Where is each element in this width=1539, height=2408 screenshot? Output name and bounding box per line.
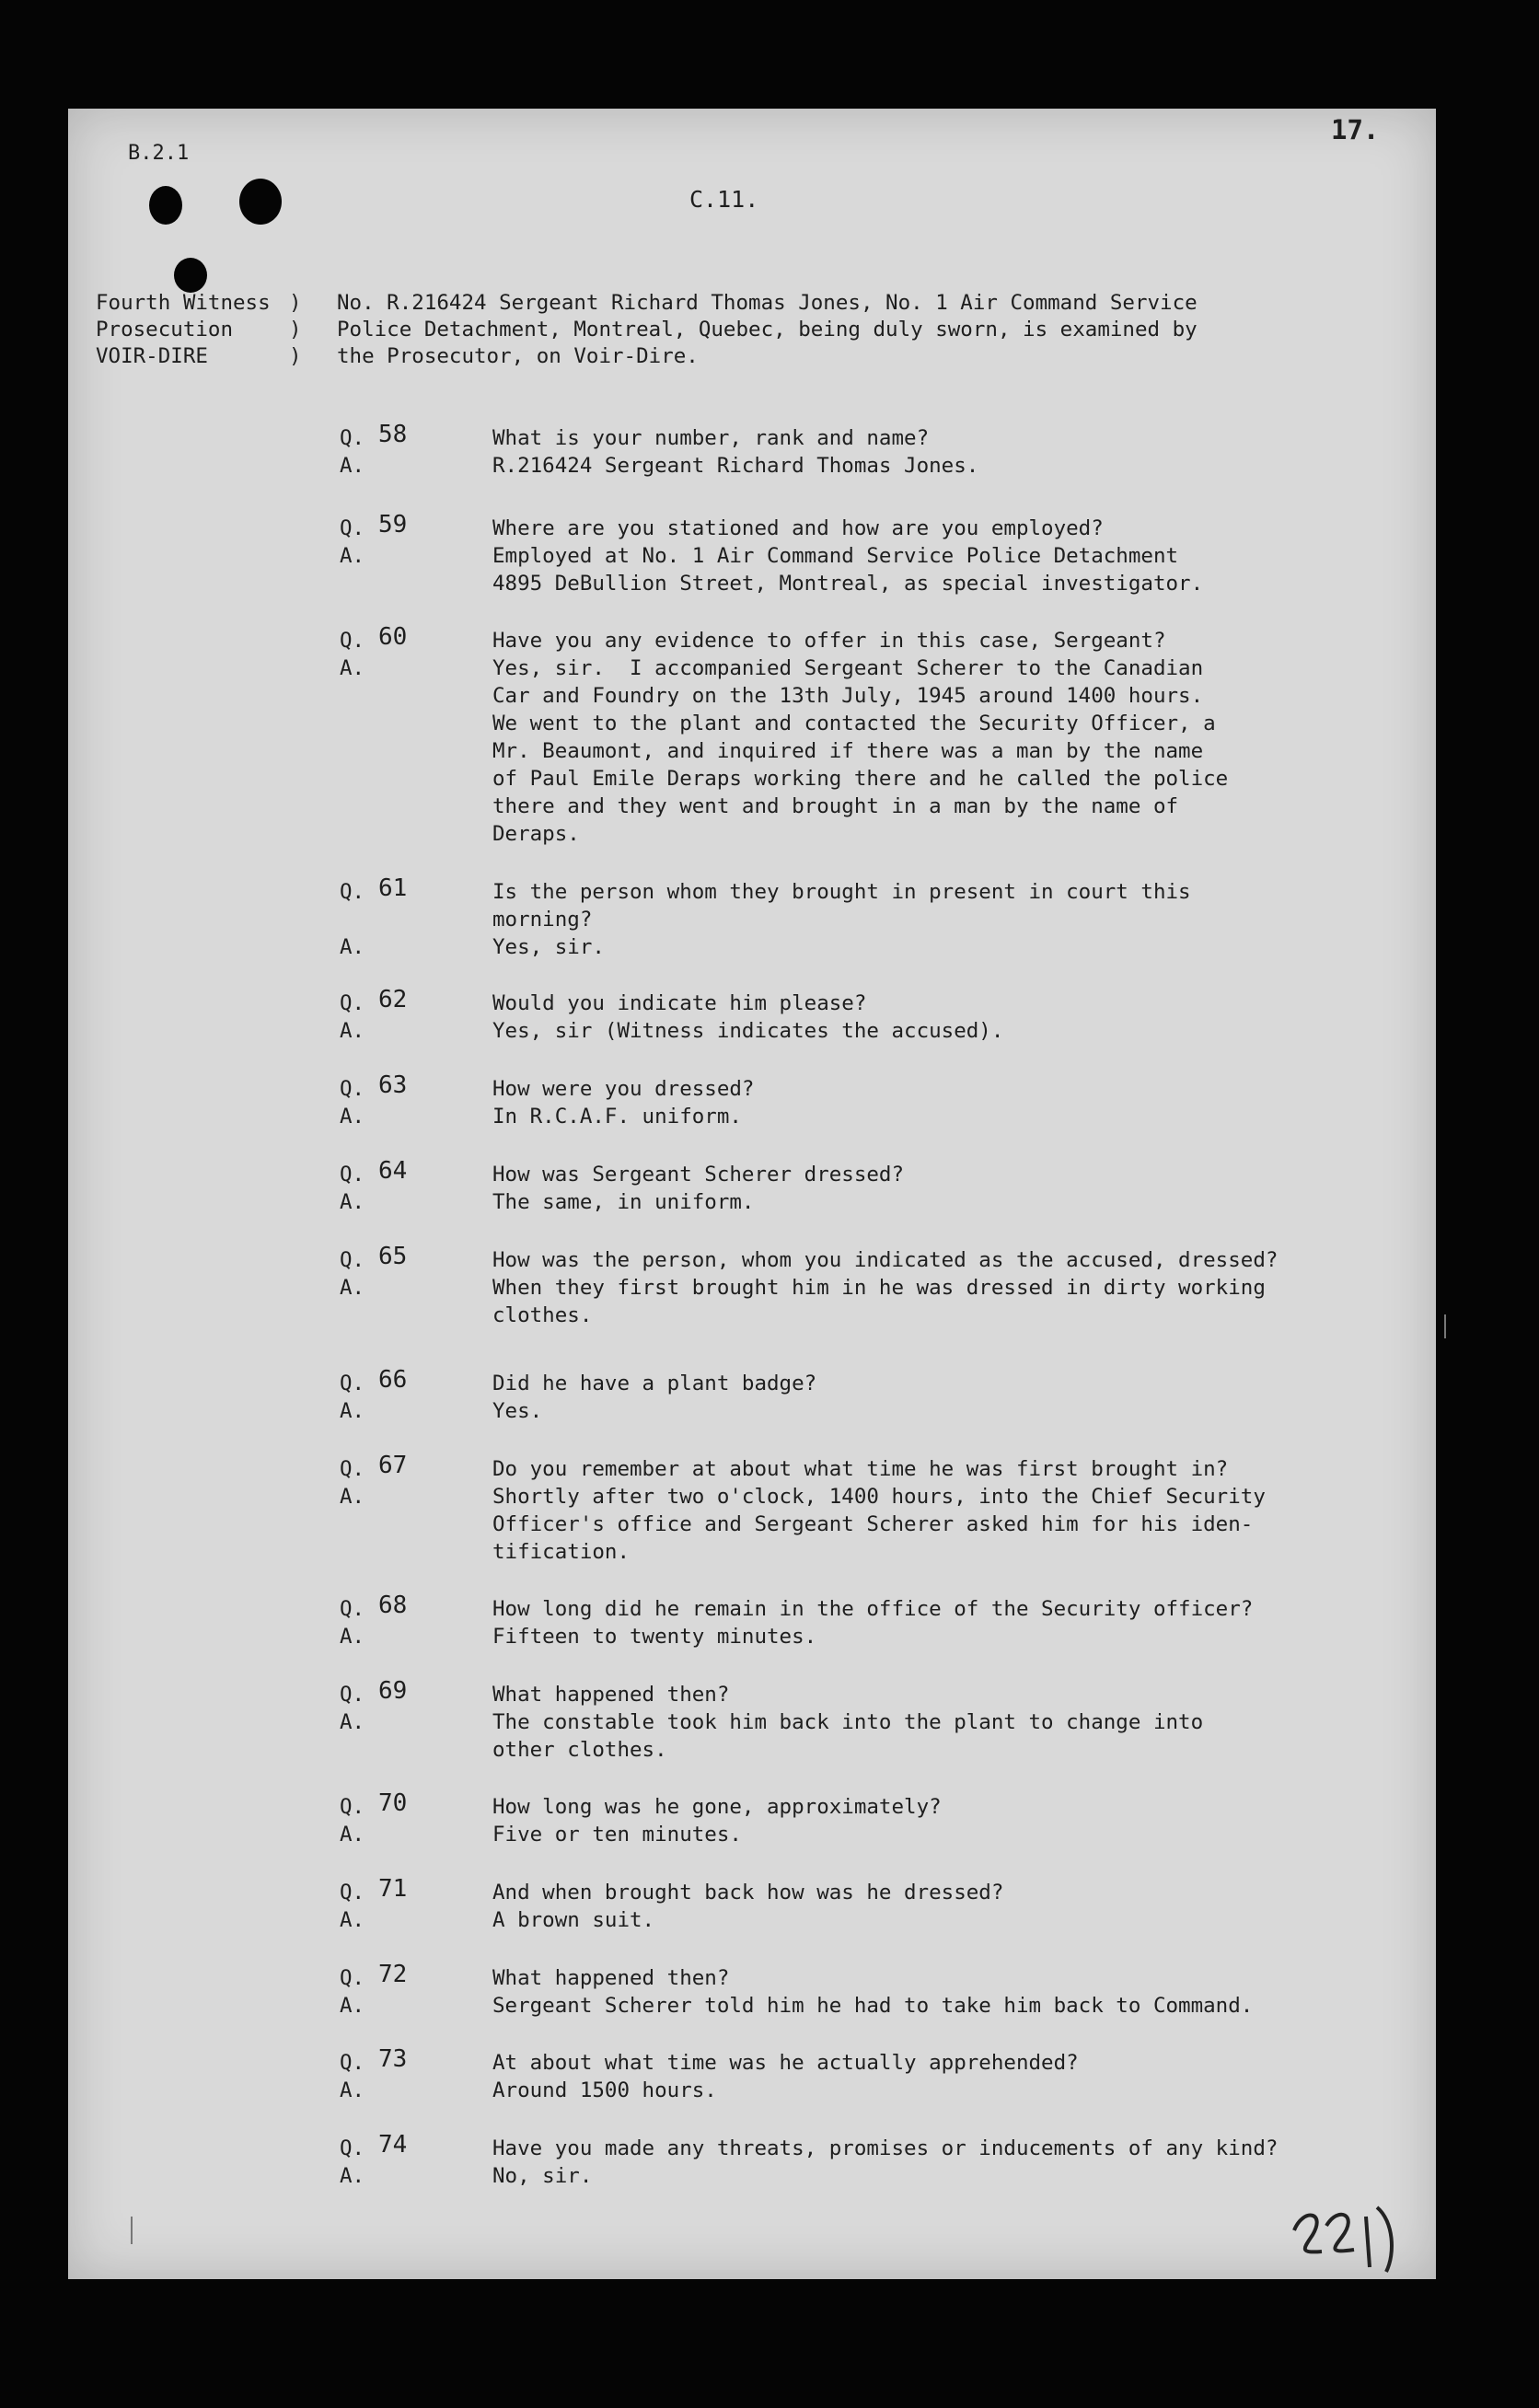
question-label: Q. bbox=[340, 1683, 365, 1707]
answer-text: Deraps. bbox=[492, 822, 580, 846]
side-label-prosecution: Prosecution bbox=[96, 318, 234, 342]
question-label: Q. bbox=[340, 880, 365, 904]
question-label: Q. bbox=[340, 2136, 365, 2160]
question-label: Q. bbox=[340, 1966, 365, 1990]
answer-label: A. bbox=[340, 1399, 365, 1423]
answer-text: Yes, sir. I accompanied Sergeant Scherer to the Canadian bbox=[492, 656, 1204, 680]
question-text: Would you indicate him please? bbox=[492, 991, 867, 1015]
question-number: 69 bbox=[378, 1677, 408, 1705]
question-label: Q. bbox=[340, 1248, 365, 1272]
question-text: Where are you stationed and how are you employed? bbox=[492, 516, 1104, 540]
answer-text: Officer's office and Sergeant Scherer asked him for his iden- bbox=[492, 1512, 1254, 1536]
margin-mark bbox=[1444, 1314, 1446, 1338]
question-label: Q. bbox=[340, 991, 365, 1015]
document-page bbox=[68, 109, 1436, 2279]
answer-label: A. bbox=[340, 1190, 365, 1214]
question-label: Q. bbox=[340, 516, 365, 540]
answer-text: Around 1500 hours. bbox=[492, 2078, 717, 2102]
answer-text: R.216424 Sergeant Richard Thomas Jones. bbox=[492, 454, 979, 478]
question-label: Q. bbox=[340, 1881, 365, 1904]
answer-text: Car and Foundry on the 13th July, 1945 around 1400 hours. bbox=[492, 684, 1204, 708]
question-text: Do you remember at about what time he was first brought in? bbox=[492, 1457, 1229, 1481]
question-label: Q. bbox=[340, 2051, 365, 2075]
question-text: What happened then? bbox=[492, 1683, 730, 1707]
answer-label: A. bbox=[340, 2164, 365, 2188]
question-label: Q. bbox=[340, 1077, 365, 1101]
ink-blot bbox=[174, 258, 207, 293]
question-number: 68 bbox=[378, 1592, 408, 1619]
question-text: Is the person whom they brought in present in court this bbox=[492, 880, 1191, 904]
answer-text: Employed at No. 1 Air Command Service Police Detachment bbox=[492, 544, 1179, 568]
question-text: Have you any evidence to offer in this case, Sergeant? bbox=[492, 629, 1166, 653]
bracket: ) bbox=[289, 344, 302, 368]
question-number: 65 bbox=[378, 1243, 408, 1270]
side-label-voir-dire: VOIR-DIRE bbox=[96, 344, 208, 368]
side-label-witness: Fourth Witness bbox=[96, 291, 271, 315]
section-code: C.11. bbox=[689, 186, 759, 213]
answer-text: A brown suit. bbox=[492, 1908, 655, 1932]
answer-text: Shortly after two o'clock, 1400 hours, into the Chief Security bbox=[492, 1485, 1266, 1509]
answer-text: clothes. bbox=[492, 1303, 593, 1327]
answer-label: A. bbox=[340, 544, 365, 568]
witness-heading-line: Police Detachment, Montreal, Quebec, being duly sworn, is examined by bbox=[337, 318, 1198, 342]
answer-text: 4895 DeBullion Street, Montreal, as special investigator. bbox=[492, 572, 1204, 596]
question-number: 73 bbox=[378, 2045, 408, 2073]
answer-label: A. bbox=[340, 454, 365, 478]
ink-blot bbox=[149, 186, 182, 225]
question-number: 74 bbox=[378, 2131, 408, 2159]
question-label: Q. bbox=[340, 426, 365, 450]
answer-text: The same, in uniform. bbox=[492, 1190, 755, 1214]
question-number: 67 bbox=[378, 1452, 408, 1479]
answer-text: Yes. bbox=[492, 1399, 543, 1423]
question-number: 64 bbox=[378, 1157, 408, 1185]
answer-text: The constable took him back into the plant to change into bbox=[492, 1710, 1204, 1734]
question-text: How was Sergeant Scherer dressed? bbox=[492, 1163, 905, 1187]
answer-text: When they first brought him in he was dressed in dirty working bbox=[492, 1276, 1266, 1300]
page-number: 17. bbox=[1331, 114, 1380, 145]
question-label: Q. bbox=[340, 1457, 365, 1481]
answer-label: A. bbox=[340, 1276, 365, 1300]
question-text: At about what time was he actually apprehended? bbox=[492, 2051, 1079, 2075]
question-number: 58 bbox=[378, 421, 408, 448]
answer-text: Mr. Beaumont, and inquired if there was a man by the name bbox=[492, 739, 1204, 763]
answer-label: A. bbox=[340, 656, 365, 680]
question-number: 72 bbox=[378, 1961, 408, 1988]
question-number: 70 bbox=[378, 1789, 408, 1817]
question-number: 61 bbox=[378, 874, 408, 902]
answer-text: We went to the plant and contacted the Security Officer, a bbox=[492, 712, 1216, 735]
answer-label: A. bbox=[340, 935, 365, 959]
answer-label: A. bbox=[340, 1823, 365, 1847]
answer-label: A. bbox=[340, 1485, 365, 1509]
witness-heading-line: the Prosecutor, on Voir-Dire. bbox=[337, 344, 699, 368]
answer-text: of Paul Emile Deraps working there and he called the police bbox=[492, 767, 1229, 791]
question-number: 59 bbox=[378, 511, 408, 538]
answer-text: Yes, sir. bbox=[492, 935, 605, 959]
answer-text: In R.C.A.F. uniform. bbox=[492, 1105, 742, 1129]
question-number: 62 bbox=[378, 986, 408, 1013]
answer-text: other clothes. bbox=[492, 1738, 667, 1762]
question-number: 63 bbox=[378, 1071, 408, 1099]
bracket: ) bbox=[289, 318, 302, 342]
question-text: What happened then? bbox=[492, 1966, 730, 1990]
question-text: And when brought back how was he dressed? bbox=[492, 1881, 1004, 1904]
margin-mark bbox=[131, 2217, 133, 2244]
answer-text: there and they went and brought in a man by the name of bbox=[492, 794, 1179, 818]
question-number: 71 bbox=[378, 1875, 408, 1903]
answer-text: tification. bbox=[492, 1540, 631, 1564]
question-label: Q. bbox=[340, 1795, 365, 1819]
question-text: What is your number, rank and name? bbox=[492, 426, 930, 450]
question-text: How were you dressed? bbox=[492, 1077, 755, 1101]
bracket: ) bbox=[289, 291, 302, 315]
answer-label: A. bbox=[340, 1710, 365, 1734]
question-label: Q. bbox=[340, 1372, 365, 1395]
answer-text: No, sir. bbox=[492, 2164, 593, 2188]
handwritten-page-mark bbox=[1285, 2180, 1414, 2281]
answer-text: Yes, sir (Witness indicates the accused). bbox=[492, 1019, 1004, 1043]
question-label: Q. bbox=[340, 1163, 365, 1187]
answer-text: Fifteen to twenty minutes. bbox=[492, 1625, 817, 1649]
answer-label: A. bbox=[340, 1625, 365, 1649]
reference-code: B.2.1 bbox=[128, 142, 190, 165]
answer-label: A. bbox=[340, 1105, 365, 1129]
question-text: morning? bbox=[492, 908, 593, 932]
question-text: How was the person, whom you indicated as the accused, dressed? bbox=[492, 1248, 1279, 1272]
question-number: 60 bbox=[378, 623, 408, 651]
question-label: Q. bbox=[340, 1597, 365, 1621]
answer-label: A. bbox=[340, 1908, 365, 1932]
ink-blot bbox=[239, 179, 282, 225]
question-label: Q. bbox=[340, 629, 365, 653]
question-number: 66 bbox=[378, 1366, 408, 1394]
answer-text: Five or ten minutes. bbox=[492, 1823, 742, 1847]
answer-text: Sergeant Scherer told him he had to take him back to Command. bbox=[492, 1994, 1254, 2018]
question-text: Did he have a plant badge? bbox=[492, 1372, 817, 1395]
question-text: How long was he gone, approximately? bbox=[492, 1795, 942, 1819]
answer-label: A. bbox=[340, 2078, 365, 2102]
witness-heading-line: No. R.216424 Sergeant Richard Thomas Jones, No. 1 Air Command Service bbox=[337, 291, 1198, 315]
answer-label: A. bbox=[340, 1994, 365, 2018]
answer-label: A. bbox=[340, 1019, 365, 1043]
question-text: Have you made any threats, promises or inducements of any kind? bbox=[492, 2136, 1279, 2160]
question-text: How long did he remain in the office of the Security officer? bbox=[492, 1597, 1254, 1621]
